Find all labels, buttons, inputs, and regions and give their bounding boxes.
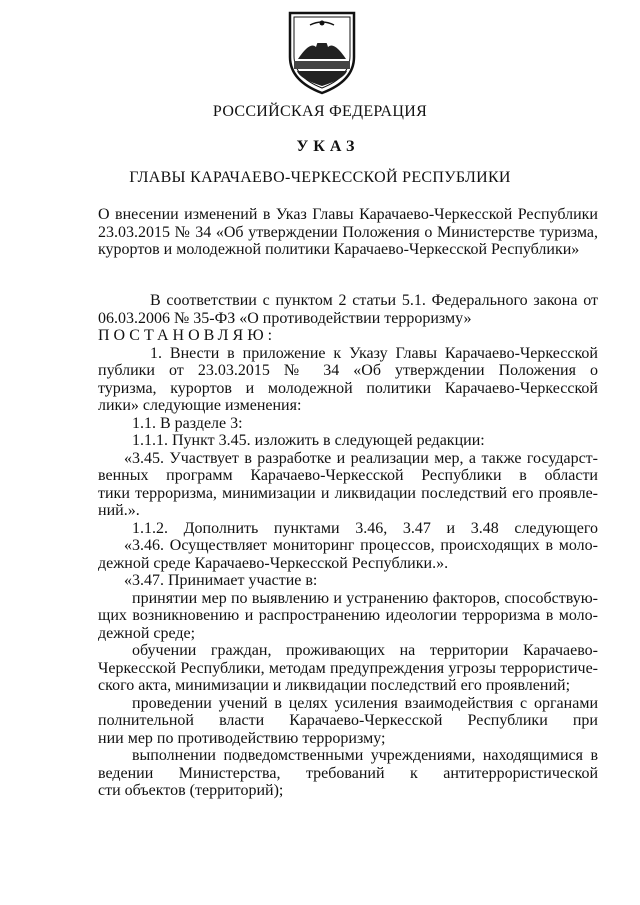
body-line: «3.46. Осуществляет мониторинг процессов, происходящих в моло- (124, 537, 598, 554)
subject-line: курортов и молодежной политики Карачаево-Черкесской Республики» (98, 241, 580, 258)
body-line: ведении Министерства, требований к антитеррористической (98, 764, 598, 782)
body-line: 1. Внести в приложение к Указу Главы Карачаево-Черкесской (150, 344, 598, 362)
body-line: публики от 23.03.2015 № 34 «Об утверждении Положения о (98, 362, 598, 379)
body-line-resolve: ПОСТАНОВЛЯЮ: (98, 327, 277, 344)
body-line: 1.1. В разделе 3: (132, 414, 243, 432)
header-decree: УКАЗ (296, 138, 360, 155)
body-line: тики терроризма, минимизации и ликвидации последствий его проявле- (98, 484, 598, 502)
body-line: проведении учений в целях усиления взаимодействия с органами (132, 694, 598, 712)
body-line: туризма, курортов и молодежной политики Карачаево-Черкесской (98, 379, 598, 397)
body-line: «3.47. Принимает участие в: (124, 572, 318, 589)
body-line: 1.1.1. Пункт 3.45. изложить в следующей редакции: (132, 432, 485, 449)
body-line: принятии мер по выявлению и устранению факторов, способствую- (132, 589, 598, 607)
body-line: дежной среде Карачаево-Черкесской Республики.». (98, 554, 449, 572)
body-line: лики» следующие изменения: (98, 397, 302, 414)
body-line: 1.1.2. Дополнить пунктами 3.46, 3.47 и 3.48 следующего (132, 519, 598, 537)
body-line: венных программ Карачаево-Черкесской Республики в области (98, 467, 598, 484)
header-head-of-republic: ГЛАВЫ КАРАЧАЕВО-ЧЕРКЕССКОЙ РЕСПУБЛИКИ (129, 169, 511, 186)
coat-of-arms-emblem (284, 5, 360, 95)
header-country: РОССИЙСКАЯ ФЕДЕРАЦИЯ (212, 103, 428, 120)
body-line: ний.». (98, 502, 140, 519)
body-line: 06.03.2006 № 35-ФЗ «О противодействии терроризму» (98, 309, 472, 327)
body-line: дежной среде; (98, 624, 196, 642)
body-line: ского акта, минимизации и ликвидации последствий его проявлений; (98, 677, 571, 694)
body-line: нии мер по противодействию терроризму; (98, 729, 386, 747)
decree-subject (98, 206, 598, 259)
subject-line: О внесении изменений в Указ Главы Карачаево-Черкесской Республики (98, 206, 598, 223)
body-line: Черкесской Республики, методам предупреждения угрозы террористиче- (98, 659, 598, 677)
body-line: В соответствии с пунктом 2 статьи 5.1. Федерального закона от (150, 292, 598, 309)
body-line: полнительной власти Карачаево-Черкесской Республики при (98, 712, 598, 729)
body-line: выполнении подведомственными учреждениями, находящимися в (132, 747, 598, 764)
subject-line: 23.03.2015 № 34 «Об утверждении Положения о Министерстве туризма, (98, 223, 598, 241)
body-line: обучении граждан, проживающих на территории Карачаево- (132, 642, 598, 659)
decree-body (98, 292, 598, 800)
body-line: «3.45. Участвует в разработке и реализации мер, а также государст- (124, 449, 598, 467)
body-line: щих возникновению и распространению идеологии терроризма в моло- (98, 607, 598, 624)
body-line: сти объектов (территорий); (98, 782, 284, 799)
